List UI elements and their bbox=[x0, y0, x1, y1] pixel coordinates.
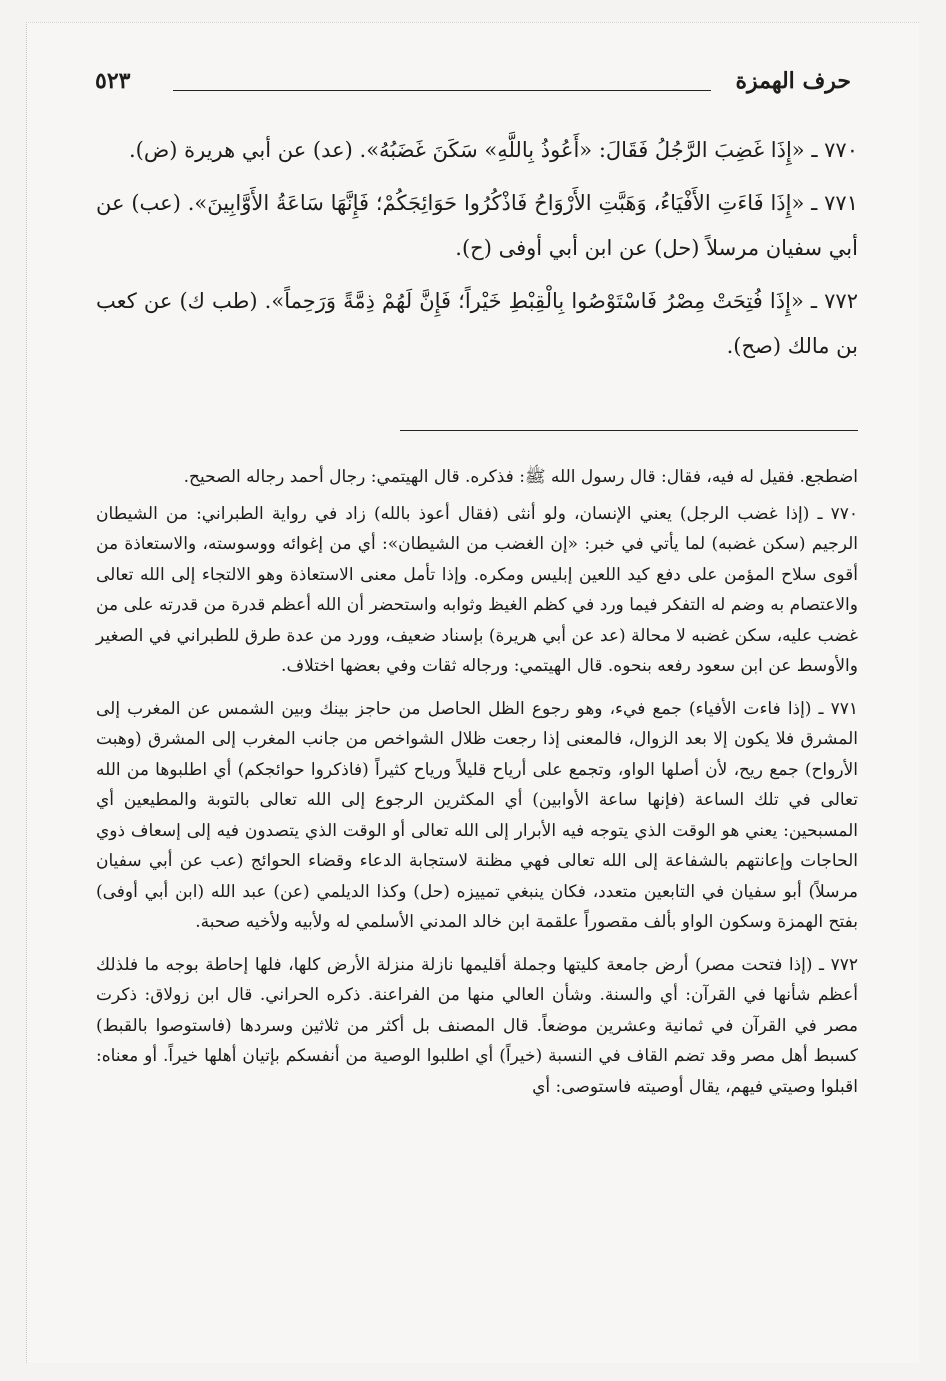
commentary-paragraph: ٧٧١ ـ (إذا فاءت الأفياء) جمع فيء، وهو رجوع الظل الحاصل من حاجز بينك وبين الشمس عن المغرب إلى المشرق فلا يكون إلا بعد الزوال، فالمعنى إذا رجعت ظلال الشواخص من جانب المغرب إلى المشرق (وهبت الأرواح) جمع ريح، لأن أصلها الواو، وتجمع على أرياح قليلاً ورياح كثيراً (فاذكروا حوائجكم) أي اطلبوها من الله تعالى في تلك الساعة (فإنها ساعة الأوابين) أي المكثرين الرجوع إلى الله تعالى بالتوبة والمطيعين أي المسبحين: يعني هو الوقت الذي يتوجه فيه الأبرار إلى الله تعالى أو الوقت الذي يتصدون فيه إلى إسعاف ذوي الحاجات وإعانتهم بالشفاعة إلى الله تعالى فهي مظنة لاستجابة الدعاء وقضاء الحوائج (عب عن أبي سفيان مرسلاً) أبو سفيان في التابعين متعدد، فكان ينبغي تمييزه (حل) وكذا الديلمي (عن) عبد الله (ابن أبي أوفى) بفتح الهمزة وسكون الواو بألف مقصوراً علقمة ابن خالد المدني الأسلمي له ولأبيه ولأخيه صحبة. bbox=[96, 698, 858, 932]
commentary-paragraph: ٧٧٠ ـ (إذا غضب الرجل) يعني الإنسان، ولو أنثى (فقال أعوذ بالله) زاد في رواية الطبراني: من الشيطان الرجيم (سكن غضبه) لما يأتي في خبر: «إن الغضب من الشيطان»: أي من إغوائه ووسوسته، والاستعاذة من أقوى سلاح المؤمن على دفع كيد اللعين إبليس ومكره. وإذا تأمل معنى الاستعاذة وهو الالتجاء إلى الله تعالى والاعتصام به وضم له التفكر فيما ورد في كظم الغيظ وثوابه واستحضر أن الله أعظم قدرة من قدرته على من غضب عليه، سكن غضبه لا محالة (عد عن أبي هريرة) بإسناد ضعيف، وورد من عدة طرق للطبراني في الصغير والأوسط عن ابن سعود رفعه بنحوه. قال الهيتمي: ورجاله ثقات وفي بعضها اختلاف. bbox=[96, 503, 858, 676]
commentary-paragraph: ٧٧٢ ـ (إذا فتحت مصر) أرض جامعة كليتها وجملة أقليمها نازلة منزلة الأرض كلها، فلها إحاطة بوجه ما فلذلك أعظم شأنها في القرآن: أي والسنة. وشأن العالي منها من الفراعنة. ذكره الحراني. قال ابن زولاق: ذكرت مصر في القرآن في ثمانية وعشرين موضعاً. قال المصنف بل أكثر من ثلاثين وسردها (فاستوصوا بالقبط) كسبط أهل مصر وقد تضم القاف في النسبة (خيراً) أي اطلبوا الوصية من أنفسكم بإتيان أهلها خيراً. أو معناه: اقبلوا وصيتي فيهم، يقال أوصيته فاستوصى: أي bbox=[96, 954, 858, 1097]
commentary-block bbox=[96, 462, 858, 1108]
page-header bbox=[95, 64, 851, 104]
hadith-entry: ٧٧٢ ـ «إِذَا فُتِحَتْ مِصْرُ فَاسْتَوْصُوا بِالْقِبْطِ خَيْراً؛ فَإِنَّ لَهُمْ ذِمَّةً وَرَحِماً». (طب ك) عن كعب بن مالك (صح). bbox=[96, 289, 858, 358]
page-number: ٥٢٣ bbox=[95, 68, 131, 94]
chapter-title: حرف الهمزة bbox=[735, 68, 851, 94]
commentary-paragraph: اضطجع. فقيل له فيه، فقال: قال رسول الله ﷺ: فذكره. قال الهيتمي: رجال أحمد رجاله الصحيح. bbox=[183, 467, 858, 487]
hadith-entry: ٧٧١ ـ «إِذَا فَاءَتِ الأَفْيَاءُ، وَهَبَّتِ الأَرْوَاحُ فَاذْكُرُوا حَوَائِجَكُمْ؛ فَإِنَّهَا سَاعَةُ الأَوَّابِينَ». (عب) عن أبي سفيان مرسلاً (حل) عن ابن أبي أوفى (ح). bbox=[96, 191, 858, 260]
hadith-text-block bbox=[96, 128, 858, 377]
hadith-entry: ٧٧٠ ـ «إِذَا غَضِبَ الرَّجُلُ فَقَالَ: «أَعُوذُ بِاللَّهِ» سَكَنَ غَضَبُهُ». (عد) عن أبي هريرة (ض). bbox=[128, 138, 858, 162]
footnote-divider bbox=[400, 430, 858, 431]
header-rule bbox=[173, 90, 711, 91]
